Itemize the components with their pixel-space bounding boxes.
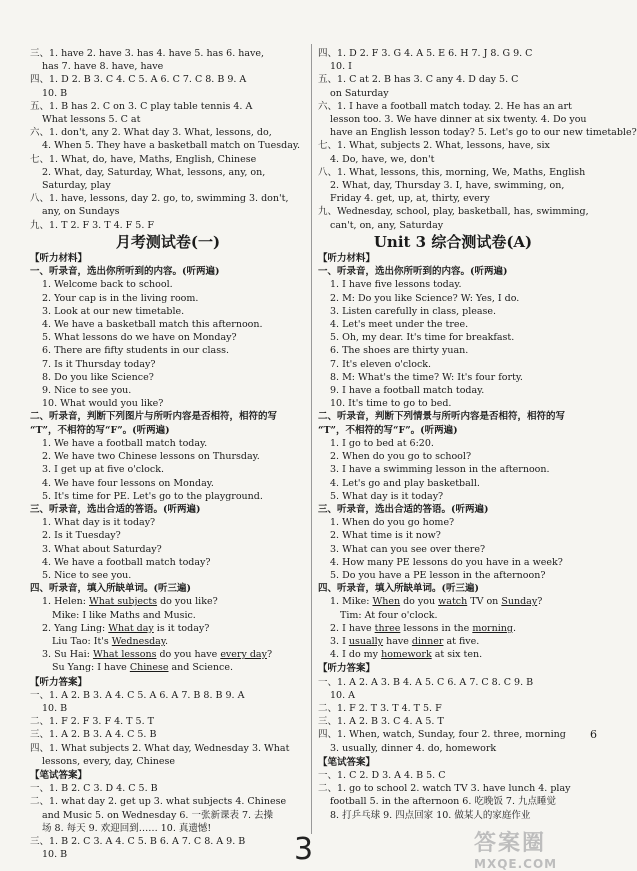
dialogue-text: 1. Mike:	[330, 596, 373, 608]
section-heading: 四、听录音，填入所缺单词。(听三遍)	[318, 583, 479, 595]
blank-answer: Wednesday	[111, 635, 165, 647]
transcript-line: 5. Do you have a PE lesson in the afternoon?	[330, 569, 546, 581]
dialogue-line	[30, 622, 306, 635]
dialogue-text: do you have	[156, 649, 221, 661]
answer-line: 2. What, day, Saturday, What, lessons, any, on,	[42, 166, 266, 178]
dialogue-line: Mike: I like Maths and Music.	[52, 609, 196, 621]
dialogue-text: is it today?	[153, 622, 210, 634]
right-column	[318, 47, 637, 822]
answer-line: 3. usually, dinner 4. do, homework	[330, 742, 497, 754]
dialogue-text: 2. I have	[330, 622, 375, 634]
answer-line: 场 8. 每天 9. 欢迎回到…… 10. 真遗憾!	[42, 822, 212, 834]
answer-line: 四、1. What subjects 2. What day, Wednesday 3. What	[30, 742, 290, 754]
test-title: Unit 3 综合测试卷(A)	[373, 232, 533, 251]
left-column	[30, 47, 306, 861]
answer-line: 九、1. T 2. F 3. T 4. F 5. F	[30, 219, 154, 231]
answer-line: 二、1. F 2. F 3. F 4. T 5. T	[30, 716, 154, 728]
dialogue-text: ?	[537, 596, 543, 608]
dialogue-text: have	[383, 635, 412, 647]
transcript-line: 4. We have a football match today?	[42, 556, 211, 568]
dialogue-text: 4. I do my	[330, 649, 382, 661]
answer-line: 三、1. A 2. B 3. C 4. A 5. T	[318, 716, 444, 728]
answer-line: 8. 打乒乓球 9. 四点回家 10. 做某人的家庭作业	[330, 809, 531, 821]
transcript-line: 7. Is it Thursday today?	[42, 358, 156, 370]
transcript-line: 4. We have a basketball match this afternoon.	[42, 319, 263, 331]
answer-line: 三、1. B 2. C 3. A 4. C 5. B 6. A 7. C 8. A 9. B	[30, 835, 246, 847]
answer-line: have an English lesson today? 5. Let's go to our new timetable?	[330, 127, 637, 139]
answer-line: 四、1. D 2. B 3. C 4. C 5. A 6. C 7. C 8. B 9. A	[30, 74, 247, 86]
dialogue-text: Su Yang: I have	[52, 662, 130, 674]
answer-line: 七、1. What, subjects 2. What, lessons, have, six	[318, 140, 550, 152]
section-heading: 一、听录音，选出你所听到的内容。(听两遍)	[318, 266, 508, 278]
answer-line: 四、1. D 2. F 3. G 4. A 5. E 6. H 7. J 8. G 9. C	[318, 48, 533, 59]
answer-line: 三、1. A 2. B 3. A 4. C 5. B	[30, 729, 157, 741]
answer-line: 10. B	[42, 87, 68, 99]
transcript-line: 5. What lessons do we have on Monday?	[42, 332, 237, 344]
transcript-line: 4. We have four lessons on Monday.	[42, 477, 214, 489]
transcript-line: 6. There are fifty students in our class.	[42, 345, 229, 357]
dialogue-line: Tim: At four o'clock.	[340, 609, 438, 621]
answer-line: 九、Wednesday, school, play, basketball, has, swimming,	[318, 206, 589, 218]
answer-line: 二、1. F 2. T 3. T 4. T 5. F	[318, 702, 442, 714]
listening-material-tag: 【听力材料】	[30, 253, 88, 265]
dialogue-text: do you	[400, 596, 439, 608]
answer-line: 4. Do, have, we, don't	[330, 153, 435, 165]
dialogue-text: do you like?	[157, 596, 218, 608]
transcript-line: 4. How many PE lessons do you have in a week?	[330, 556, 563, 568]
dialogue-line	[30, 648, 306, 661]
answer-line: 10. I	[330, 61, 352, 73]
test-title: 月考测试卷(一)	[115, 232, 221, 251]
dialogue-text: ?	[266, 649, 273, 661]
blank-answer: watch	[438, 596, 468, 608]
answer-line: 10. B	[42, 849, 68, 861]
handwritten-page-number: 3	[294, 832, 314, 867]
section-heading: 四、听录音，填入所缺单词。(听三遍)	[30, 583, 191, 595]
dialogue-line	[318, 595, 588, 608]
transcript-line: 10. It's time to go to bed.	[330, 398, 452, 410]
written-answers-tag: 【笔试答案】	[30, 769, 88, 781]
watermark-title: 答案圈	[474, 831, 547, 856]
transcript-line: 8. Do you like Science?	[42, 371, 154, 383]
transcript-line: 1. When do you go home?	[330, 517, 455, 529]
blank-answer: morning	[472, 622, 513, 634]
answer-line: 4. When 5. They have a basketball match on Tuesday.	[42, 140, 301, 152]
dialogue-text: 3. Su Hai:	[42, 649, 93, 661]
transcript-line: 3. I have a swimming lesson in the afternoon.	[330, 464, 550, 476]
transcript-line: 10. What would you like?	[42, 398, 164, 410]
dialogue-text: and Science.	[168, 662, 233, 674]
answer-line: 四、1. When, watch, Sunday, four 2. three, morning	[318, 729, 566, 741]
transcript-line: 1. I have five lessons today.	[330, 279, 462, 291]
transcript-line: 5. It's time for PE. Let's go to the playground.	[42, 490, 263, 502]
blank-answer: When	[372, 596, 401, 608]
answer-line: 五、1. C at 2. B has 3. C any 4. D day 5. C	[318, 74, 519, 86]
answer-line: 10. A	[330, 689, 355, 701]
dialogue-text: .	[512, 622, 516, 634]
edge-page-mark: 6	[590, 728, 597, 741]
section-heading: “T”，不相符的写“F”。(听两遍)	[318, 424, 458, 436]
blank-answer: three	[374, 622, 401, 634]
transcript-line: 3. Look at our new timetable.	[42, 305, 185, 317]
transcript-line: 2. Your cap is in the living room.	[42, 292, 199, 304]
transcript-line: 5. Oh, my dear. It's time for breakfast.	[330, 332, 515, 344]
answer-line: 一、1. C 2. D 3. A 4. B 5. C	[318, 769, 446, 781]
transcript-line: 2. M: Do you like Science? W: Yes, I do.	[330, 292, 520, 304]
dialogue-text: 2. Yang Ling:	[42, 622, 109, 634]
dialogue-text: 3. I	[330, 635, 349, 647]
transcript-line: 1. Welcome back to school.	[42, 279, 173, 291]
transcript-line: 7. It's eleven o'clock.	[330, 358, 432, 370]
transcript-line: 1. We have a football match today.	[42, 437, 208, 449]
answer-line: 二、1. go to school 2. watch TV 3. have lunch 4. play	[318, 783, 571, 795]
section-heading: 一、听录音，选出你所听到的内容。(听两遍)	[30, 266, 220, 278]
dialogue-text: Liu Tao: It's	[52, 635, 112, 647]
answer-line: 五、1. B has 2. C on 3. C play table tennis 4. A	[30, 100, 253, 112]
answer-line: 一、1. A 2. B 3. A 4. C 5. A 6. A 7. B 8. B 9. A	[30, 689, 245, 701]
blank-answer: Chinese	[129, 662, 169, 674]
answer-line: 一、1. B 2. C 3. D 4. C 5. B	[30, 783, 158, 795]
transcript-line: 2. When do you go to school?	[330, 451, 472, 463]
transcript-line: 3. I get up at five o'clock.	[42, 464, 164, 476]
answer-line: 六、1. don't, any 2. What day 3. What, lessons, do,	[30, 127, 272, 139]
blank-answer: What lessons	[92, 649, 157, 661]
answer-line: football 5. in the afternoon 6. 吃晚饭 7. 九点睡觉	[330, 796, 556, 808]
dialogue-line	[30, 635, 306, 648]
listening-material-tag: 【听力材料】	[318, 253, 376, 265]
answer-line: 一、1. A 2. A 3. B 4. A 5. C 6. A 7. C 8. C 9. B	[318, 676, 534, 688]
written-answers-tag: 【笔试答案】	[318, 756, 376, 768]
transcript-line: 5. Nice to see you.	[42, 569, 132, 581]
answer-line: any, on Sundays	[42, 206, 120, 218]
section-heading: 二、听录音，判断下列情景与所听内容是否相符，相符的写	[318, 411, 566, 423]
transcript-line: 1. What day is it today?	[42, 517, 156, 529]
answer-line: Saturday, play	[42, 180, 111, 192]
dialogue-text: at five.	[443, 635, 480, 647]
blank-answer: What subjects	[89, 596, 158, 608]
answer-line: 三、1. have 2. have 3. has 4. have 5. has 6. have,	[30, 48, 265, 59]
answer-line: 七、1. What, do, have, Maths, English, Chinese	[30, 153, 257, 165]
blank-answer: What day	[108, 622, 154, 634]
answer-line: lessons, every, day, Chinese	[42, 755, 176, 767]
answer-line: What lessons 5. C at	[42, 114, 141, 126]
listening-answers-tag: 【听力答案】	[318, 663, 376, 675]
answer-line: can't, on, any, Saturday	[330, 219, 444, 231]
answer-line: 八、1. have, lessons, day 2. go, to, swimming 3. don't,	[30, 193, 289, 205]
transcript-line: 8. M: What's the time? W: It's four forty.	[330, 371, 523, 383]
dialogue-line	[318, 648, 588, 661]
section-heading: “T”，不相符的写“F”。(听两遍)	[30, 424, 170, 436]
transcript-line: 4. Let's meet under the tree.	[330, 319, 469, 331]
blank-answer: homework	[381, 649, 432, 661]
answer-line: on Saturday	[330, 87, 389, 99]
answer-line: has 7. have 8. have, have	[42, 61, 164, 73]
blank-answer: usually	[348, 635, 384, 647]
answer-line: 六、1. I have a football match today. 2. He has an art	[318, 100, 572, 112]
transcript-line: 9. Nice to see you.	[42, 385, 132, 397]
blank-answer: dinner	[411, 635, 444, 647]
dialogue-text: TV on	[467, 596, 502, 608]
transcript-line: 1. I go to bed at 6:20.	[330, 437, 434, 449]
dialogue-line	[30, 661, 306, 674]
dialogue-text: 1. Helen:	[42, 596, 89, 608]
transcript-line: 3. What about Saturday?	[42, 543, 162, 555]
blank-answer: every day	[220, 649, 267, 661]
transcript-line: 3. What can you see over there?	[330, 543, 486, 555]
transcript-line: 9. I have a football match today.	[330, 385, 485, 397]
answer-line: Friday 4. get, up, at, thirty, every	[330, 193, 490, 205]
answer-line: 八、1. What, lessons, this, morning, We, Maths, English	[318, 166, 586, 178]
transcript-line: 6. The shoes are thirty yuan.	[330, 345, 469, 357]
dialogue-text: .	[164, 635, 168, 647]
column-divider	[311, 44, 312, 834]
dialogue-line	[30, 595, 306, 608]
answer-line: 10. B	[42, 702, 68, 714]
listening-answers-tag: 【听力答案】	[30, 676, 88, 688]
watermark-url: MXQE.COM	[474, 857, 558, 871]
dialogue-line	[318, 622, 588, 635]
answer-line: 二、1. what day 2. get up 3. what subjects 4. Chinese	[30, 796, 287, 808]
section-heading: 三、听录音，选出合适的答语。(听两遍)	[318, 503, 489, 515]
dialogue-line	[318, 635, 588, 648]
answer-line: and Music 5. on Wednesday 6. 一张新课表 7. 去操	[42, 809, 274, 821]
dialogue-text: at six ten.	[431, 649, 483, 661]
section-heading: 三、听录音，选出合适的答语。(听两遍)	[30, 503, 201, 515]
answer-line: 2. What, day, Thursday 3. I, have, swimming, on,	[330, 180, 565, 192]
transcript-line: 4. Let's go and play basketball.	[330, 477, 480, 489]
watermark	[474, 826, 594, 871]
transcript-line: 5. What day is it today?	[330, 490, 444, 502]
blank-answer: Sunday	[501, 596, 538, 608]
dialogue-text: lessons in the	[400, 622, 473, 634]
transcript-line: 2. Is it Tuesday?	[42, 530, 121, 542]
section-heading: 二、听录音，判断下列图片与所听内容是否相符，相符的写	[30, 411, 278, 423]
answer-line: lesson too. 3. We have dinner at six twenty. 4. Do you	[330, 114, 587, 126]
transcript-line: 2. What time is it now?	[330, 530, 441, 542]
transcript-line: 2. We have two Chinese lessons on Thursday.	[42, 451, 260, 463]
transcript-line: 3. Listen carefully in class, please.	[330, 305, 497, 317]
